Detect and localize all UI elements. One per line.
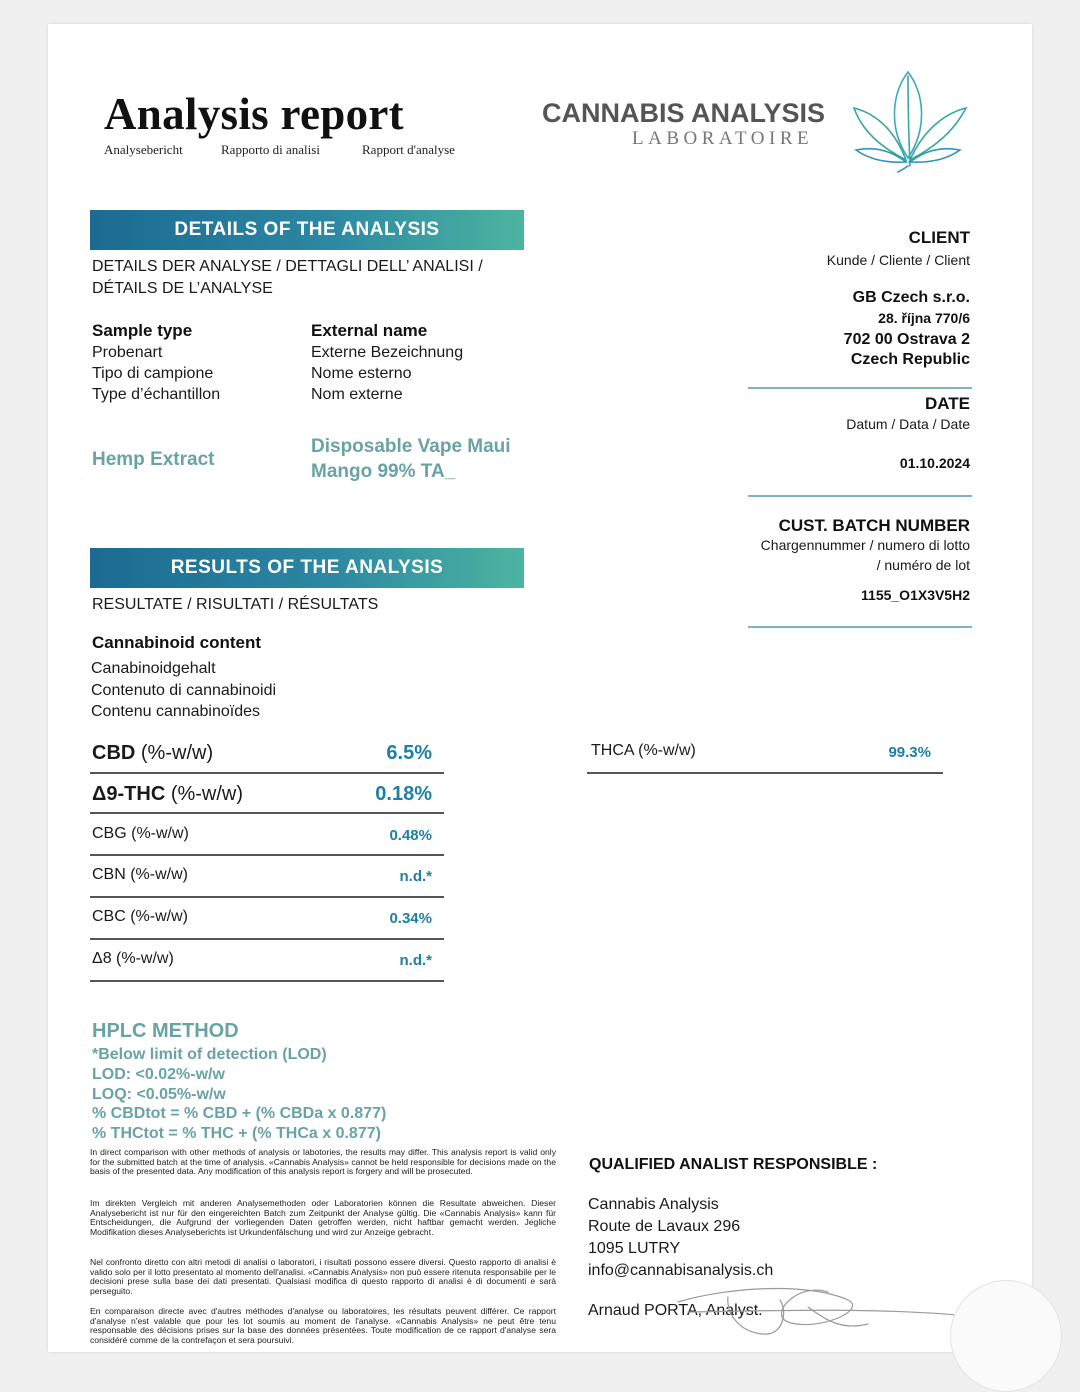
- page-corner: [950, 1280, 1062, 1392]
- logo-subtext: LABORATOIRE: [632, 128, 814, 149]
- cannabinoid-unit: (%-w/w): [126, 825, 189, 842]
- disclaimer-de: Im direkten Vergleich mit anderen Analysemethoden oder Laboratorien können die Resultate abweichen. Dieser Analysebericht ist nur für den eingereichten Batch zum Zeitpunkt der Analyse gültig. Die «Cannabis Analysis» kann für Entscheidungen, die Aufgrund der vorliegenden Daten getroffen werden, nicht haftbar gemacht werden. Jegliche Modifikation dieses Analyseberichts ist Urkundenfälschung und wird zur Anzeige gebracht.: [90, 1198, 556, 1237]
- logo-text: CANNABIS ANALYSIS: [542, 98, 826, 128]
- cannabinoid-value: n.d.*: [399, 868, 432, 885]
- cannabinoid-name: CBC: [92, 908, 126, 925]
- table-row: [90, 856, 444, 898]
- cannabinoid-value: 0.18%: [375, 783, 432, 805]
- client-subtitle: Kunde / Cliente / Client: [826, 252, 970, 268]
- method-cbd-formula: % CBDtot = % CBD + (% CBDa x 0.877): [92, 1105, 387, 1122]
- cannabinoid-content-de: Canabinoidgehalt: [91, 660, 216, 677]
- method-loq: LOQ: <0.05%-w/w: [92, 1086, 226, 1103]
- table-row: [90, 898, 444, 940]
- batch-subtitle-line1: Chargennummer / numero di lotto: [760, 537, 970, 553]
- external-name-value-line2: Mango 99% TA_: [311, 461, 456, 482]
- divider: [748, 495, 972, 497]
- cannabinoid-name: CBN: [92, 866, 126, 883]
- client-label: CLIENT: [908, 228, 970, 247]
- client-street: 28. října 770/6: [878, 310, 970, 326]
- date-label: DATE: [924, 394, 970, 413]
- disclaimer-en: In direct comparison with other methods of analysis or labotories, the results may differ. This analysis report is valid only for the submitted batch at the time of analysis. «Cannabis Analysis» cannot be held responsible for decisions made on the basis of the presented data. Any modification of this analysis report is forgery and will be prosecuted.: [90, 1147, 556, 1177]
- subtitle-de: Analysebericht: [104, 142, 183, 157]
- cannabinoid-unit: (%-w/w): [125, 866, 188, 883]
- thca-label: THCA (%-w/w): [591, 742, 696, 759]
- date-value: 01.10.2024: [899, 455, 970, 471]
- external-name-label: External name: [311, 321, 428, 340]
- date-subtitle: Datum / Data / Date: [846, 416, 970, 432]
- client-country: Czech Republic: [850, 351, 970, 368]
- report-title: Analysis report: [104, 89, 404, 139]
- responsible-analyst: Arnaud PORTA, Analyst.: [588, 1302, 763, 1319]
- responsible-email: info@cannabisanalysis.ch: [588, 1262, 774, 1279]
- external-name-value-line1: Disposable Vape Maui: [311, 436, 511, 457]
- batch-subtitle-line2: / numéro de lot: [876, 557, 970, 573]
- cannabinoid-value: 6.5%: [386, 742, 432, 764]
- report-page: [48, 24, 1032, 1352]
- cannabinoid-label: [92, 825, 189, 843]
- divider: [748, 626, 972, 628]
- sample-type-de: Probenart: [92, 344, 163, 361]
- details-subtitle-line2: DÉTAILS DE L’ANALYSE: [92, 280, 273, 297]
- method-thc-formula: % THCtot = % THC + (% THCa x 0.877): [92, 1125, 381, 1142]
- table-row: [90, 774, 444, 814]
- client-name: GB Czech s.r.o.: [852, 289, 970, 306]
- method-title: HPLC METHOD: [92, 1020, 239, 1042]
- signature-icon: [668, 1252, 988, 1352]
- thca-row: [587, 732, 943, 774]
- external-name-fr: Nom externe: [311, 386, 403, 403]
- sample-type-fr: Type d’échantillon: [92, 386, 221, 403]
- subtitle-fr: Rapport d'analyse: [362, 142, 455, 157]
- cannabinoid-unit: (%-w/w): [111, 950, 174, 967]
- cannabinoid-name: CBD: [92, 742, 136, 764]
- subtitle-it: Rapporto di analisi: [221, 142, 320, 157]
- cannabinoid-label: [92, 950, 174, 968]
- external-name-de: Externe Bezeichnung: [311, 344, 464, 361]
- cannabinoid-name: CBG: [92, 825, 127, 842]
- table-row: [90, 814, 444, 856]
- disclaimer-it: Nel confronto diretto con altri metodi di analisi o laboratori, i risultati possono essere diversi. Questo rapporto di analisi è valido solo per il lotto presentato al momento dell'analisi. «Cannabis Analysis» non può essere ritenuta responsabile per le decisioni prese sulla base dei dati presentati. Qualsiasi modifica di questo rapporto di analisi è di documenti e sarà perseguito.: [90, 1257, 556, 1296]
- table-row: [90, 732, 444, 774]
- disclaimer-fr: En comparaison directe avec d'autres méthodes d'analyse ou laboratoires, les résultats peuvent différer. Ce rapport d'analyse n'est valable que pour les lot soumis au moment de l'analyse. «Cannabis Analysis» ne peut être tenu responsable des décisions prises sur la base des données présentées. Toute modification de ce rapport d'analyse sera considéré comme de la contrefaçon et sera poursuivi.: [90, 1306, 556, 1345]
- divider: [748, 387, 972, 389]
- cannabinoid-label: [92, 908, 188, 926]
- cannabinoid-value: 0.34%: [389, 910, 432, 927]
- cannabinoid-unit: (%-w/w): [125, 908, 188, 925]
- cannabinoid-label: [92, 742, 213, 765]
- cannabinoid-name: Δ9-THC: [92, 783, 166, 805]
- cannabinoid-label: [92, 783, 243, 806]
- cannabinoid-content-title: Cannabinoid content: [92, 633, 262, 652]
- thca-value: 99.3%: [888, 744, 931, 761]
- external-name-it: Nome esterno: [311, 365, 412, 382]
- batch-value: 1155_O1X3V5H2: [861, 587, 970, 603]
- batch-label: CUST. BATCH NUMBER: [778, 516, 970, 535]
- table-row: [90, 940, 444, 982]
- cannabinoid-unit: (%-w/w): [165, 783, 244, 805]
- cannabinoid-value: n.d.*: [399, 952, 432, 969]
- cannabinoid-unit: (%-w/w): [135, 742, 214, 764]
- cannabinoid-value: 0.48%: [389, 827, 432, 844]
- responsible-title: QUALIFIED ANALIST RESPONSIBLE :: [589, 1156, 878, 1173]
- results-banner: RESULTS OF THE ANALYSIS: [90, 548, 524, 588]
- cannabinoid-label: [92, 866, 188, 884]
- responsible-street: Route de Lavaux 296: [588, 1218, 741, 1235]
- sample-type-label: Sample type: [92, 321, 193, 340]
- method-lod: LOD: <0.02%-w/w: [92, 1066, 225, 1083]
- cannabinoid-content-fr: Contenu cannabinoïdes: [91, 703, 261, 720]
- sample-type-value: Hemp Extract: [92, 449, 215, 470]
- responsible-company: Cannabis Analysis: [588, 1196, 719, 1213]
- sample-type-it: Tipo di campione: [92, 365, 214, 382]
- cannabis-leaf-icon: [848, 48, 978, 173]
- details-banner: DETAILS OF THE ANALYSIS: [90, 210, 524, 250]
- responsible-city: 1095 LUTRY: [588, 1240, 681, 1257]
- results-subtitle: RESULTATE / RISULTATI / RÉSULTATS: [92, 596, 379, 613]
- cannabinoid-content-it: Contenuto di cannabinoidi: [91, 682, 277, 699]
- client-city: 702 00 Ostrava 2: [843, 331, 970, 348]
- details-subtitle-line1: DETAILS DER ANALYSE / DETTAGLI DELL’ ANALISI /: [92, 258, 483, 275]
- cannabinoid-name: Δ8: [92, 950, 112, 967]
- method-note: *Below limit of detection (LOD): [92, 1046, 327, 1063]
